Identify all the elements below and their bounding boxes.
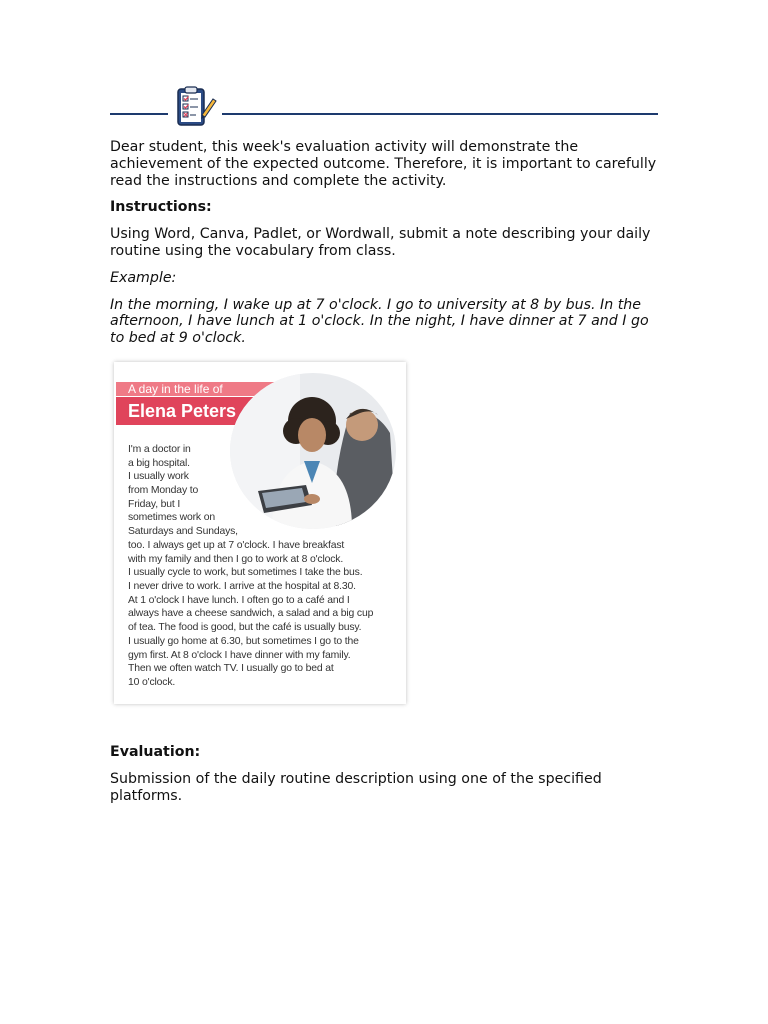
article-line: I'm a doctor in xyxy=(128,443,191,455)
instructions-text: Using Word, Canva, Padlet, or Wordwall, submit a note describing your daily routine using the vocabulary from class. xyxy=(110,226,651,259)
article-line: At 1 o'clock I have lunch. I often go to a café and I xyxy=(128,594,350,606)
evaluation-section xyxy=(110,744,665,804)
instructions-heading: Instructions: xyxy=(110,199,212,216)
article-text xyxy=(128,443,398,690)
evaluation-text: Submission of the daily routine description using one of the specified platforms. xyxy=(110,770,602,804)
article-line: I usually go home at 6.30, but sometimes I go to the xyxy=(128,635,359,647)
article-line: Then we often watch TV. I usually go to bed at xyxy=(128,663,334,675)
document-body xyxy=(110,139,665,814)
article-line: sometimes work on xyxy=(128,512,215,524)
example-text: In the morning, I wake up at 7 o'clock. I go to university at 8 by bus. In the afternoon, I have lunch at 1 o'clock. In the night, I have dinner at 7 and I go to bed at 9 o'clock. xyxy=(110,296,649,347)
checklist-clipboard-icon xyxy=(168,85,222,129)
article-line: I usually cycle to work, but sometimes I take the bus. xyxy=(128,567,363,579)
intro-paragraph: Dear student, this week's evaluation activity will demonstrate the achievement of the expected outcome. Therefore, it is important to carefully read the instructions and complete the activity. xyxy=(110,139,657,189)
article-kicker: A day in the life of xyxy=(116,382,286,396)
article-line: a big hospital. xyxy=(128,457,190,469)
article-line: too. I always get up at 7 o'clock. I have breakfast xyxy=(128,539,345,551)
article-line: I usually work xyxy=(128,471,189,483)
article-name: Elena Peters xyxy=(116,397,286,425)
evaluation-heading: Evaluation: xyxy=(110,743,201,760)
article-line: always have a cheese sandwich, a salad and a big cup xyxy=(128,608,374,620)
article-line: I never drive to work. I arrive at the hospital at 8.30. xyxy=(128,581,356,592)
article-line: Saturdays and Sundays, xyxy=(128,526,238,538)
article-line: with my family and then I go to work at 8 o'clock. xyxy=(128,553,344,565)
example-label: Example: xyxy=(110,269,177,286)
article-line: from Monday to xyxy=(128,485,199,497)
article-line: Friday, but I xyxy=(128,498,181,510)
article-line: gym first. At 8 o'clock I have dinner with my family. xyxy=(128,649,351,661)
article-line: 10 o'clock. xyxy=(128,676,176,688)
article-line: of tea. The food is good, but the café is usually busy. xyxy=(128,622,362,634)
article-image xyxy=(114,362,406,704)
